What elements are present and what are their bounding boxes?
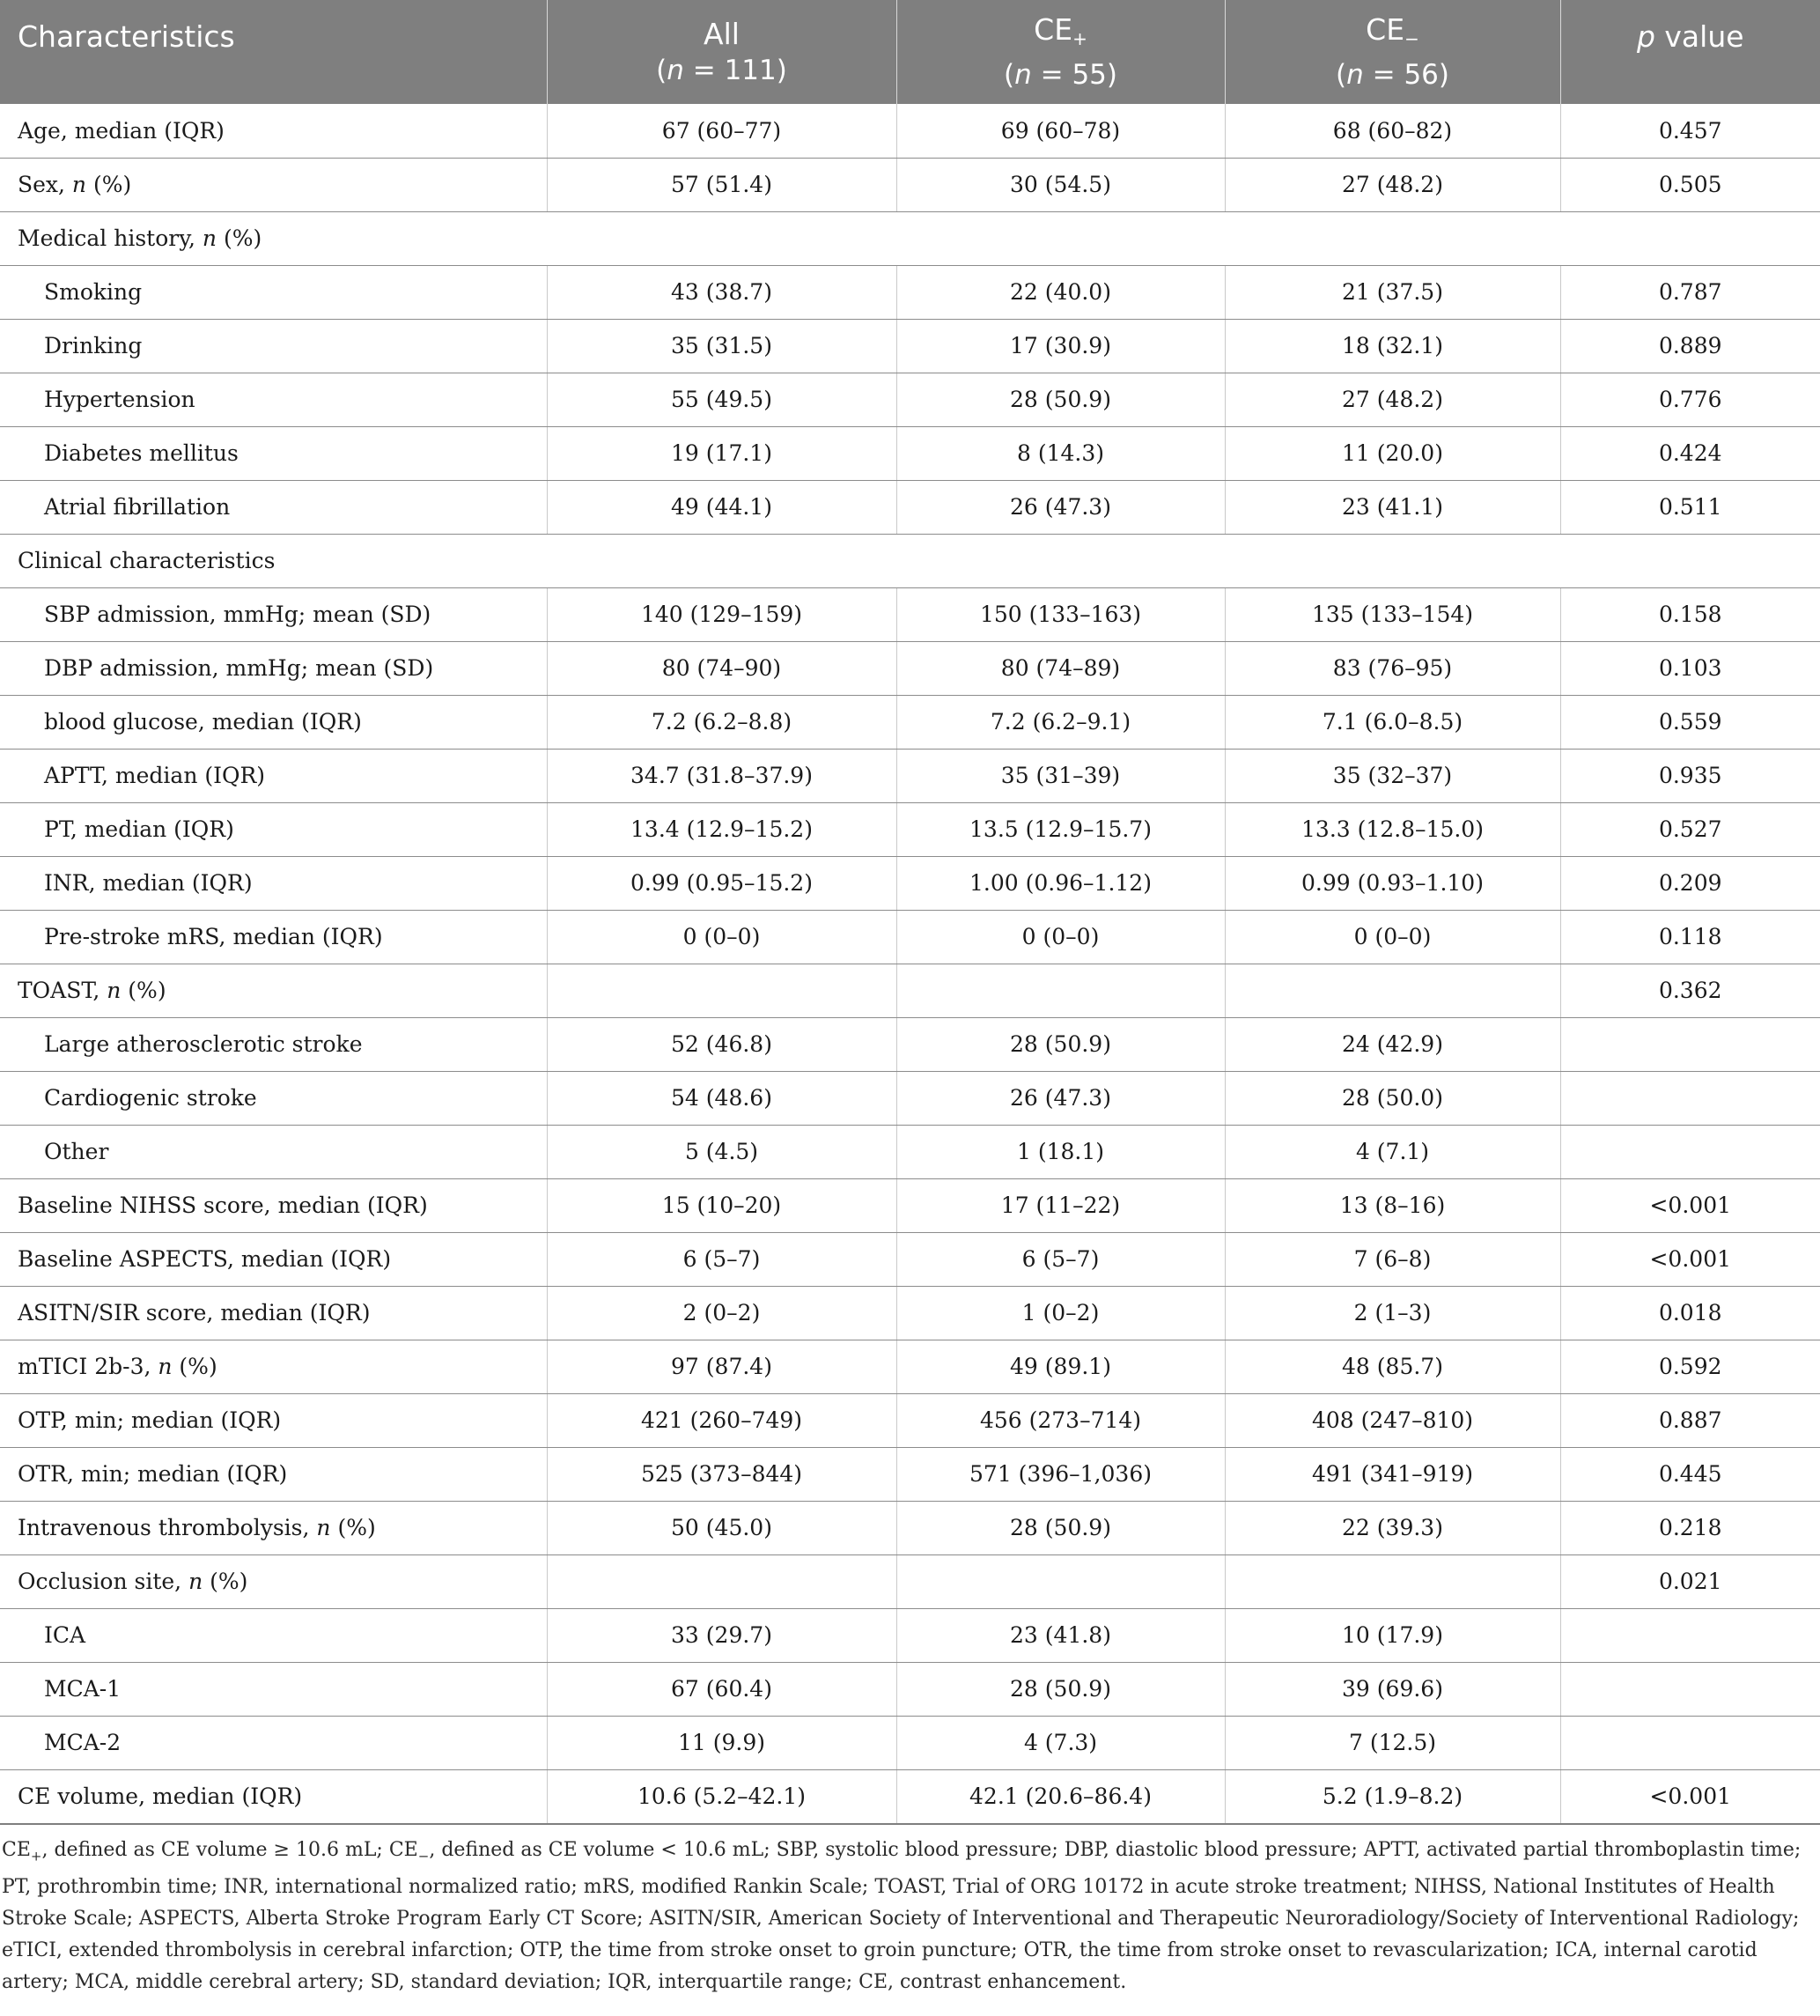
row-label: Intravenous thrombolysis, n (%): [0, 1501, 547, 1554]
cell-ce-minus: 7 (6–8): [1225, 1232, 1560, 1286]
header-characteristics: Characteristics: [18, 19, 235, 54]
table-row: [0, 373, 1820, 426]
section-label: Medical history, n (%): [0, 211, 1820, 265]
cell-all: 7.2 (6.2–8.8): [547, 695, 896, 749]
cell-p-value: 0.787: [1560, 265, 1820, 319]
cell-p-value: 0.776: [1560, 373, 1820, 426]
table-row: [0, 587, 1820, 641]
section-row: [0, 534, 1820, 587]
cell-ce-plus: 4 (7.3): [896, 1716, 1225, 1769]
cell-ce-minus: [1225, 964, 1560, 1017]
row-label: blood glucose, median (IQR): [0, 695, 547, 749]
cell-p-value: 0.424: [1560, 426, 1820, 480]
table-row: [0, 480, 1820, 534]
row-label: INR, median (IQR): [0, 856, 547, 910]
cell-p-value: 0.118: [1560, 910, 1820, 964]
cell-all: 52 (46.8): [547, 1017, 896, 1071]
header-all: All (n = 111): [547, 0, 896, 104]
cell-ce-plus: 26 (47.3): [896, 480, 1225, 534]
cell-ce-plus: 28 (50.9): [896, 1017, 1225, 1071]
cell-p-value: 0.021: [1560, 1554, 1820, 1608]
row-label: MCA-1: [0, 1662, 547, 1716]
row-label: APTT, median (IQR): [0, 749, 547, 802]
cell-ce-minus: 35 (32–37): [1225, 749, 1560, 802]
cell-p-value: [1560, 1071, 1820, 1125]
cell-ce-plus: 28 (50.9): [896, 373, 1225, 426]
header-ce-plus: CE+ (n = 55): [896, 0, 1225, 104]
cell-ce-plus: 7.2 (6.2–9.1): [896, 695, 1225, 749]
table-row: [0, 1017, 1820, 1071]
cell-p-value: 0.505: [1560, 158, 1820, 211]
cell-p-value: <0.001: [1560, 1232, 1820, 1286]
cell-ce-plus: 23 (41.8): [896, 1608, 1225, 1662]
table-row: [0, 1447, 1820, 1501]
cell-ce-plus: 150 (133–163): [896, 587, 1225, 641]
table-row: [0, 695, 1820, 749]
cell-ce-minus: 2 (1–3): [1225, 1286, 1560, 1340]
cell-all: 34.7 (31.8–37.9): [547, 749, 896, 802]
cell-ce-minus: 68 (60–82): [1225, 104, 1560, 158]
cell-ce-minus: 22 (39.3): [1225, 1501, 1560, 1554]
cell-ce-plus: [896, 964, 1225, 1017]
table-row: [0, 1071, 1820, 1125]
cell-ce-plus: 17 (30.9): [896, 319, 1225, 373]
row-label: Hypertension: [0, 373, 547, 426]
cell-ce-minus: 7 (12.5): [1225, 1716, 1560, 1769]
section-label: Clinical characteristics: [0, 534, 1820, 587]
row-label: ASITN/SIR score, median (IQR): [0, 1286, 547, 1340]
cell-all: 2 (0–2): [547, 1286, 896, 1340]
cell-ce-minus: 27 (48.2): [1225, 158, 1560, 211]
table-row: [0, 1716, 1820, 1769]
cell-all: 57 (51.4): [547, 158, 896, 211]
cell-p-value: 0.935: [1560, 749, 1820, 802]
row-label: mTICI 2b-3, n (%): [0, 1340, 547, 1393]
cell-ce-minus: 13 (8–16): [1225, 1178, 1560, 1232]
cell-all: 6 (5–7): [547, 1232, 896, 1286]
cell-p-value: [1560, 1125, 1820, 1178]
row-label: Diabetes mellitus: [0, 426, 547, 480]
cell-ce-minus: [1225, 1554, 1560, 1608]
table-body: [0, 104, 1820, 1824]
cell-p-value: 0.889: [1560, 319, 1820, 373]
row-label: Other: [0, 1125, 547, 1178]
cell-all: 43 (38.7): [547, 265, 896, 319]
cell-all: 140 (129–159): [547, 587, 896, 641]
section-row: [0, 211, 1820, 265]
table-footnote: $CE_+$, defined as CE volume ≥ 10.6 mL; $CE_-$, defined as CE volume < 10.6 mL; SBP, systolic blood pressure; DBP, diastolic blood pressure; APTT, activated partial thromboplastin time; PT, prothrombin time; INR, international normalized ratio; mRS, modified Rankin Scale; TOAST, Trial of ORG 10172 in acute stroke treatment; NIHSS, National Institutes of Health Stroke Scale; ASPECTS, Alberta Stroke Program Early CT Score; ASITN/SIR, American Society of Interventional and Therapeutic Neuroradiology/Society of Interventional Radiology; eTICI, extended thrombolysis in cerebral infarction; OTP, the time from stroke onset to groin puncture; OTR, the time from stroke onset to revascularization; ICA, internal carotid artery; MCA, middle cerebral artery; SD, standard deviation; IQR, interquartile range; CE, contrast enhancement.: [2, 1839, 1802, 1994]
cell-all: 35 (31.5): [547, 319, 896, 373]
cell-p-value: [1560, 1662, 1820, 1716]
table-row: [0, 749, 1820, 802]
cell-ce-minus: 4 (7.1): [1225, 1125, 1560, 1178]
cell-ce-minus: 135 (133–154): [1225, 587, 1560, 641]
cell-ce-plus: 6 (5–7): [896, 1232, 1225, 1286]
table-row: [0, 158, 1820, 211]
cell-ce-minus: 0 (0–0): [1225, 910, 1560, 964]
cell-p-value: 0.209: [1560, 856, 1820, 910]
cell-ce-minus: 5.2 (1.9–8.2): [1225, 1769, 1560, 1824]
cell-ce-plus: 49 (89.1): [896, 1340, 1225, 1393]
row-label: CE volume, median (IQR): [0, 1769, 547, 1824]
cell-ce-plus: [896, 1554, 1225, 1608]
cell-ce-plus: 42.1 (20.6–86.4): [896, 1769, 1225, 1824]
cell-all: 67 (60.4): [547, 1662, 896, 1716]
row-label: MCA-2: [0, 1716, 547, 1769]
cell-p-value: 0.527: [1560, 802, 1820, 856]
row-label: Age, median (IQR): [0, 104, 547, 158]
cell-all: [547, 964, 896, 1017]
cell-ce-plus: 28 (50.9): [896, 1662, 1225, 1716]
cell-ce-plus: 8 (14.3): [896, 426, 1225, 480]
cell-ce-minus: 83 (76–95): [1225, 641, 1560, 695]
row-label: TOAST, n (%): [0, 964, 547, 1017]
cell-p-value: [1560, 1716, 1820, 1769]
cell-all: 19 (17.1): [547, 426, 896, 480]
cell-all: 50 (45.0): [547, 1501, 896, 1554]
table-row: [0, 104, 1820, 158]
cell-ce-minus: 48 (85.7): [1225, 1340, 1560, 1393]
cell-all: 55 (49.5): [547, 373, 896, 426]
cell-p-value: 0.018: [1560, 1286, 1820, 1340]
cell-all: 67 (60–77): [547, 104, 896, 158]
cell-all: 15 (10–20): [547, 1178, 896, 1232]
table-row: [0, 265, 1820, 319]
cell-all: 33 (29.7): [547, 1608, 896, 1662]
cell-ce-plus: 17 (11–22): [896, 1178, 1225, 1232]
cell-ce-minus: 11 (20.0): [1225, 426, 1560, 480]
header-p-value: p value: [1560, 0, 1820, 104]
row-label: Pre-stroke mRS, median (IQR): [0, 910, 547, 964]
cell-ce-minus: 13.3 (12.8–15.0): [1225, 802, 1560, 856]
header-row: [0, 0, 1820, 104]
table-header: [0, 0, 1820, 104]
table-row: [0, 802, 1820, 856]
cell-ce-plus: 571 (396–1,036): [896, 1447, 1225, 1501]
table-row: [0, 1232, 1820, 1286]
row-label: Baseline ASPECTS, median (IQR): [0, 1232, 547, 1286]
table-row: [0, 1608, 1820, 1662]
row-label: ICA: [0, 1608, 547, 1662]
cell-p-value: <0.001: [1560, 1769, 1820, 1824]
cell-ce-plus: 30 (54.5): [896, 158, 1225, 211]
cell-p-value: 0.362: [1560, 964, 1820, 1017]
cell-ce-minus: 21 (37.5): [1225, 265, 1560, 319]
cell-p-value: 0.559: [1560, 695, 1820, 749]
table-row: [0, 1340, 1820, 1393]
row-label: Smoking: [0, 265, 547, 319]
row-label: DBP admission, mmHg; mean (SD): [0, 641, 547, 695]
cell-all: 80 (74–90): [547, 641, 896, 695]
cell-p-value: 0.218: [1560, 1501, 1820, 1554]
cell-ce-plus: 22 (40.0): [896, 265, 1225, 319]
row-label: OTR, min; median (IQR): [0, 1447, 547, 1501]
row-label: Occlusion site, n (%): [0, 1554, 547, 1608]
cell-all: 97 (87.4): [547, 1340, 896, 1393]
table-row: [0, 964, 1820, 1017]
table-row: [0, 1393, 1820, 1447]
table-row: [0, 426, 1820, 480]
cell-all: 0.99 (0.95–15.2): [547, 856, 896, 910]
header-ce-minus: CE− (n = 56): [1225, 0, 1560, 104]
cell-ce-minus: 27 (48.2): [1225, 373, 1560, 426]
cell-ce-plus: 26 (47.3): [896, 1071, 1225, 1125]
cell-ce-minus: 7.1 (6.0–8.5): [1225, 695, 1560, 749]
cell-all: 13.4 (12.9–15.2): [547, 802, 896, 856]
row-label: PT, median (IQR): [0, 802, 547, 856]
cell-ce-minus: 408 (247–810): [1225, 1393, 1560, 1447]
row-label: Cardiogenic stroke: [0, 1071, 547, 1125]
table-row: [0, 1286, 1820, 1340]
cell-ce-minus: 0.99 (0.93–1.10): [1225, 856, 1560, 910]
cell-all: 54 (48.6): [547, 1071, 896, 1125]
table-row: [0, 641, 1820, 695]
cell-p-value: 0.592: [1560, 1340, 1820, 1393]
row-label: SBP admission, mmHg; mean (SD): [0, 587, 547, 641]
row-label: Large atherosclerotic stroke: [0, 1017, 547, 1071]
cell-p-value: 0.158: [1560, 587, 1820, 641]
cell-all: 421 (260–749): [547, 1393, 896, 1447]
cell-p-value: 0.103: [1560, 641, 1820, 695]
cell-ce-plus: 1 (0–2): [896, 1286, 1225, 1340]
cell-ce-minus: 23 (41.1): [1225, 480, 1560, 534]
cell-p-value: [1560, 1017, 1820, 1071]
cell-all: 10.6 (5.2–42.1): [547, 1769, 896, 1824]
table-row: [0, 1662, 1820, 1716]
cell-ce-minus: 10 (17.9): [1225, 1608, 1560, 1662]
table-row: [0, 910, 1820, 964]
cell-ce-minus: 28 (50.0): [1225, 1071, 1560, 1125]
cell-ce-minus: 491 (341–919): [1225, 1447, 1560, 1501]
cell-p-value: <0.001: [1560, 1178, 1820, 1232]
cell-all: 0 (0–0): [547, 910, 896, 964]
cell-p-value: 0.887: [1560, 1393, 1820, 1447]
table-row: [0, 1554, 1820, 1608]
cell-ce-plus: 1.00 (0.96–1.12): [896, 856, 1225, 910]
table-row: [0, 856, 1820, 910]
row-label: Drinking: [0, 319, 547, 373]
table-row: [0, 1501, 1820, 1554]
cell-ce-minus: 18 (32.1): [1225, 319, 1560, 373]
cell-ce-plus: 80 (74–89): [896, 641, 1225, 695]
cell-ce-plus: 456 (273–714): [896, 1393, 1225, 1447]
row-label: Sex, n (%): [0, 158, 547, 211]
cell-p-value: 0.511: [1560, 480, 1820, 534]
row-label: OTP, min; median (IQR): [0, 1393, 547, 1447]
cell-ce-plus: 69 (60–78): [896, 104, 1225, 158]
cell-all: 5 (4.5): [547, 1125, 896, 1178]
cell-ce-minus: 24 (42.9): [1225, 1017, 1560, 1071]
cell-all: 49 (44.1): [547, 480, 896, 534]
table-row: [0, 319, 1820, 373]
cell-all: [547, 1554, 896, 1608]
cell-all: 525 (373–844): [547, 1447, 896, 1501]
cell-ce-plus: 0 (0–0): [896, 910, 1225, 964]
cell-ce-plus: 1 (18.1): [896, 1125, 1225, 1178]
table-row: [0, 1769, 1820, 1824]
cell-ce-plus: 28 (50.9): [896, 1501, 1225, 1554]
cell-ce-plus: 35 (31–39): [896, 749, 1225, 802]
cell-ce-plus: 13.5 (12.9–15.7): [896, 802, 1225, 856]
cell-ce-minus: 39 (69.6): [1225, 1662, 1560, 1716]
row-label: Atrial fibrillation: [0, 480, 547, 534]
cell-p-value: [1560, 1608, 1820, 1662]
row-label: Baseline NIHSS score, median (IQR): [0, 1178, 547, 1232]
cell-all: 11 (9.9): [547, 1716, 896, 1769]
cell-p-value: 0.457: [1560, 104, 1820, 158]
cell-p-value: 0.445: [1560, 1447, 1820, 1501]
table-row: [0, 1125, 1820, 1178]
table-row: [0, 1178, 1820, 1232]
